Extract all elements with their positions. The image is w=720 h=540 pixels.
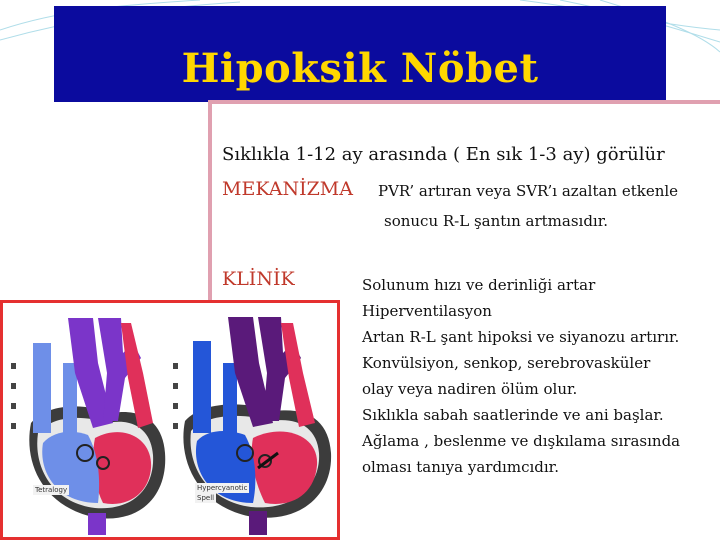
left-heart-illustration [11,318,165,535]
figure-caption-right-line2: Spell [197,494,215,502]
figure-caption-left: Tetralogy [35,486,68,494]
mechanism-text-line1: PVR’ artıran veya SVR’ı azaltan etkenle [378,182,679,200]
clinic-item: Hiperventilasyon [362,302,492,320]
heart-figure [0,300,340,540]
figure-caption-right-line1: Hypercyanotic [197,484,248,492]
clinic-item: olması tanıya yardımcıdır. [362,458,559,476]
clinic-list [362,272,680,480]
mechanism-label: MEKANİZMA [222,178,353,200]
onset-age-text: Sıklıkla 1-12 ay arasında ( En sık 1-3 ay) görülür [222,144,665,165]
clinic-label: KLİNİK [222,268,295,290]
mechanism-text-line2: sonucu R-L şantın artmasıdır. [384,212,609,230]
slide-title: Hipoksik Nöbet [181,45,539,92]
clinic-item: Konvülsiyon, senkop, serebrovasküler [362,354,651,372]
clinic-item: Sıklıkla sabah saatlerinde ve ani başlar. [362,406,664,424]
clinic-item: Solunum hızı ve derinliği artar [362,276,596,294]
clinic-item: Artan R-L şant hipoksi ve siyanozu artırır. [362,328,680,346]
clinic-item: olay veya nadiren ölüm olur. [362,380,578,398]
clinic-item: Ağlama , beslenme ve dışkılama sırasında [362,432,681,450]
heart-diagram-image [3,303,337,537]
